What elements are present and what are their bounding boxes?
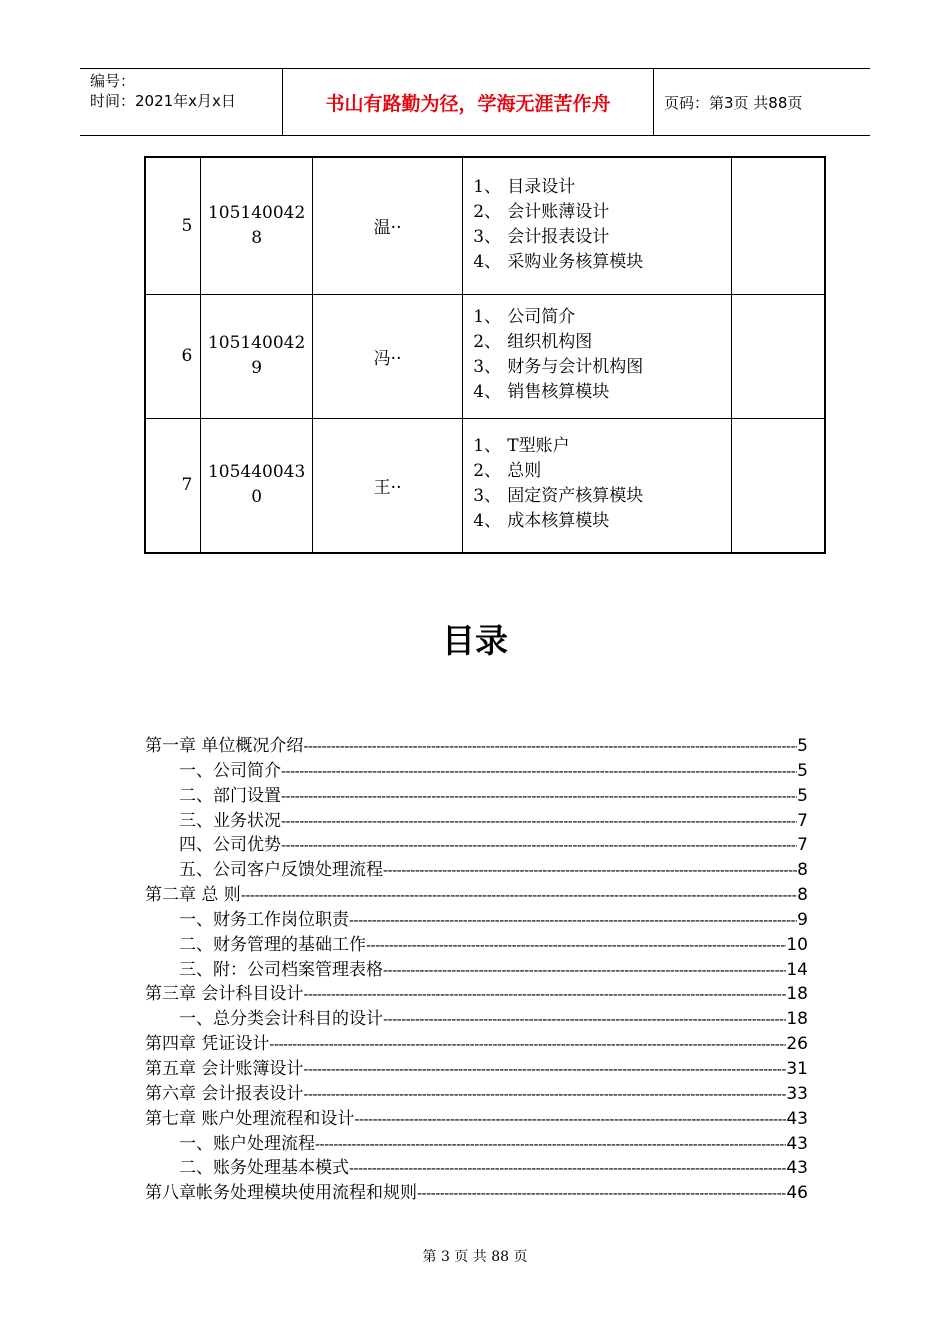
task-text: 采购业务核算模块: [507, 251, 644, 272]
toc-entry[interactable]: [145, 955, 808, 980]
toc-entry-page: 8: [797, 860, 808, 881]
task-item: [473, 250, 731, 275]
toc-entry-page: 10: [786, 934, 808, 955]
toc-entry-title: 一、总分类会计科目的设计: [179, 1009, 383, 1030]
toc-entry-page: 18: [786, 1009, 808, 1030]
toc-leader: [281, 764, 797, 780]
task-number: 1、: [473, 436, 502, 457]
toc-entry-page: 5: [797, 736, 808, 756]
toc-leader: [354, 1112, 786, 1128]
remarks-cell: [731, 157, 825, 294]
task-text: 总则: [507, 461, 542, 482]
toc-entry-title: 第八章帐务处理模块使用流程和规则: [145, 1183, 417, 1204]
task-number: 3、: [473, 226, 502, 247]
task-text: 目录设计: [507, 176, 576, 197]
task-text: 财务与会计机构图: [507, 357, 644, 377]
task-number: 4、: [473, 251, 502, 272]
toc-entry-title: 第七章 账户处理流程和设计: [145, 1108, 355, 1129]
task-number: 2、: [473, 201, 502, 222]
toc-entry[interactable]: [145, 781, 808, 806]
toc-entry-title: 第三章 会计科目设计: [145, 984, 304, 1005]
header-meta: [80, 69, 282, 135]
member-name: 冯··: [312, 294, 462, 418]
task-item: [473, 484, 731, 509]
toc-entry-title: 二、财务管理的基础工作: [179, 934, 366, 955]
toc-entry-page: 14: [786, 959, 808, 980]
task-text: 会计报表设计: [507, 226, 610, 247]
toc-entry-title: 四、公司优势: [179, 835, 281, 856]
toc-entry[interactable]: [145, 756, 808, 781]
toc-entry-page: 18: [786, 984, 808, 1005]
page-header: [80, 68, 870, 136]
task-item: [473, 225, 731, 250]
task-item: [473, 330, 731, 355]
toc-entry[interactable]: [145, 830, 808, 855]
assignment-table: [144, 156, 826, 554]
task-number: 3、: [473, 486, 502, 507]
header-motto: 书山有路勤为径，学海无涯苦作舟: [282, 69, 654, 135]
member-name: 温··: [312, 157, 462, 294]
toc-entry-page: 31: [786, 1058, 808, 1079]
task-number: 2、: [473, 461, 502, 482]
task-item: [473, 380, 731, 405]
task-number: 4、: [473, 511, 502, 532]
toc-entry[interactable]: [145, 930, 808, 955]
toc-leader: [315, 1137, 786, 1153]
toc-entry-page: 43: [786, 1133, 808, 1154]
toc-entry[interactable]: [145, 1104, 808, 1129]
toc-entry[interactable]: [145, 1178, 808, 1203]
toc-entry-page: 8: [797, 885, 808, 905]
toc-leader: [281, 789, 797, 805]
toc-entry-title: 第二章 总 则: [145, 885, 241, 905]
toc-entry-page: 5: [797, 785, 808, 806]
toc-entry-page: 26: [786, 1034, 808, 1054]
toc-entry[interactable]: [145, 1129, 808, 1154]
task-item: [473, 305, 731, 330]
toc-entry-page: 33: [786, 1083, 808, 1104]
task-list: [463, 157, 732, 294]
student-id: 1051400428: [201, 157, 313, 294]
table-row: [145, 294, 825, 418]
toc-entry-title: 第一章 单位概况介绍: [145, 736, 304, 756]
toc-leader: [241, 888, 797, 904]
toc-entry[interactable]: [145, 880, 808, 905]
toc-entry-page: 43: [786, 1108, 808, 1129]
row-number: 6: [145, 294, 201, 418]
remarks-cell: [731, 418, 825, 553]
task-number: 1、: [473, 176, 502, 197]
task-item: [473, 355, 731, 380]
toc-entry[interactable]: [145, 806, 808, 831]
toc-leader: [303, 1062, 786, 1078]
row-number: 7: [145, 418, 201, 553]
toc-entry[interactable]: [145, 1054, 808, 1079]
toc-leader: [303, 739, 797, 755]
toc-leader: [349, 913, 797, 929]
task-text: 组织机构图: [507, 332, 593, 352]
toc-entry-page: 46: [786, 1183, 808, 1204]
row-number: 5: [145, 157, 201, 294]
task-text: 会计账薄设计: [507, 201, 610, 222]
toc-leader: [303, 1087, 786, 1103]
task-list: [463, 294, 732, 418]
toc-entry[interactable]: [145, 855, 808, 880]
toc-leader: [269, 1037, 786, 1053]
toc-entry-title: 二、部门设置: [179, 785, 281, 806]
toc-entry-title: 第四章 凭证设计: [145, 1034, 270, 1054]
task-item: [473, 509, 731, 534]
task-list: [463, 418, 732, 553]
member-name: 王··: [312, 418, 462, 553]
task-item: [473, 200, 731, 225]
toc-leader: [417, 1186, 786, 1202]
task-item: [473, 434, 731, 459]
toc-entry-title: 第六章 会计报表设计: [145, 1083, 304, 1104]
toc-entry-page: 5: [797, 760, 808, 781]
toc-entry-page: 7: [797, 810, 808, 831]
task-number: 1、: [473, 307, 502, 327]
student-id: 1051400429: [201, 294, 313, 418]
toc-entry-page: 43: [786, 1158, 808, 1179]
task-text: 销售核算模块: [507, 382, 610, 402]
task-number: 2、: [473, 332, 502, 352]
toc-leader: [366, 938, 786, 954]
toc-entry-title: 一、财务工作岗位职责: [179, 909, 349, 930]
task-text: 成本核算模块: [507, 511, 610, 532]
toc-entry[interactable]: [145, 1079, 808, 1104]
remarks-cell: [731, 294, 825, 418]
task-number: 4、: [473, 382, 502, 402]
table-of-contents: [145, 731, 808, 1203]
toc-leader: [383, 863, 797, 879]
toc-entry-page: 9: [797, 909, 808, 930]
toc-entry-page: 7: [797, 835, 808, 856]
toc-title: 目录: [442, 621, 508, 660]
toc-entry[interactable]: [145, 979, 808, 1004]
toc-leader: [281, 838, 797, 854]
toc-entry[interactable]: [145, 1004, 808, 1029]
task-item: [473, 175, 731, 200]
header-page-info: 页码：第3页 共88页: [664, 93, 803, 112]
task-text: 固定资产核算模块: [507, 486, 644, 507]
toc-entry-title: 第五章 会计账簿设计: [145, 1058, 304, 1079]
task-number: 3、: [473, 357, 502, 377]
task-item: [473, 459, 731, 484]
toc-entry[interactable]: [145, 1153, 808, 1178]
toc-leader: [349, 1161, 786, 1177]
table-row: [145, 418, 825, 553]
toc-entry[interactable]: [145, 1029, 808, 1054]
toc-leader: [303, 987, 786, 1003]
toc-leader: [383, 963, 786, 979]
toc-entry[interactable]: [145, 731, 808, 756]
task-text: T型账户: [507, 436, 570, 457]
toc-entry-title: 一、账户处理流程: [179, 1133, 315, 1154]
toc-entry-title: 一、公司简介: [179, 760, 281, 781]
toc-leader: [383, 1012, 786, 1028]
toc-entry-title: 五、公司客户反馈处理流程: [179, 860, 383, 881]
toc-entry-title: 三、附：公司档案管理表格: [179, 959, 383, 980]
toc-leader: [281, 814, 797, 830]
number-label: 编号：: [90, 72, 136, 90]
page-footer: 第 3 页 共 88 页: [422, 1249, 528, 1265]
toc-entry[interactable]: [145, 905, 808, 930]
toc-entry-title: 二、账务处理基本模式: [179, 1158, 349, 1179]
time-label: 时间：2021年x月x日: [90, 92, 236, 110]
table-row: [145, 157, 825, 294]
student-id: 1054400430: [201, 418, 313, 553]
task-text: 公司简介: [507, 307, 576, 327]
toc-entry-title: 三、业务状况: [179, 810, 281, 831]
